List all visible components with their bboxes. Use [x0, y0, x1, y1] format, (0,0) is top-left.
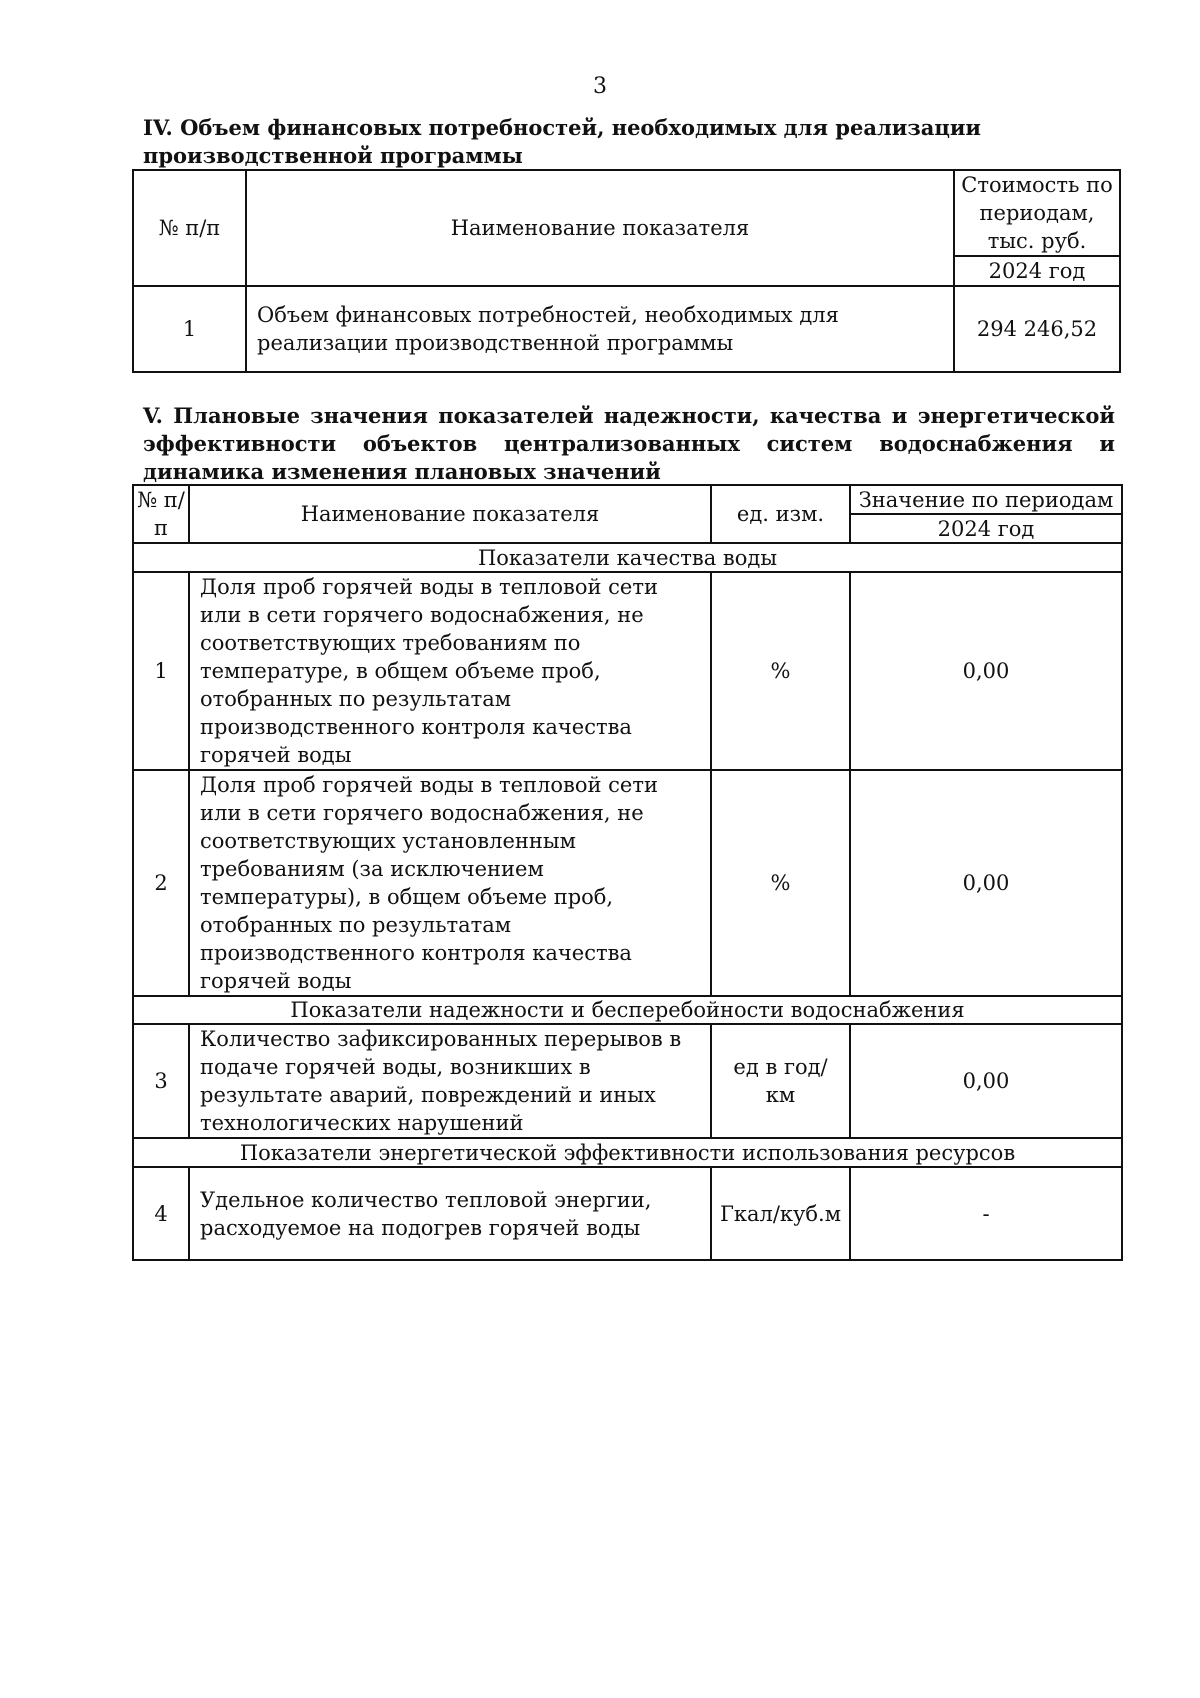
row-name: Доля проб горячей воды в тепловой сети или в сети горячего водоснабжения, не соответствующих установленным требованиям (за исключением температуры), в общем объеме проб, отобранных по результатам производственного контроля качества горячей воды — [189, 770, 711, 996]
row-value: - — [850, 1167, 1122, 1260]
header-num: № п/п — [133, 170, 246, 286]
table-row — [133, 286, 1120, 372]
row-name: Удельное количество тепловой энергии, расходуемое на подогрев горячей воды — [189, 1167, 711, 1260]
row-value: 0,00 — [850, 770, 1122, 996]
row-unit: Гкал/куб.м — [711, 1167, 850, 1260]
table-row — [133, 572, 1122, 770]
header-unit: ед. изм. — [711, 485, 850, 543]
group-energy: Показатели энергетической эффективности использования ресурсов — [133, 1138, 1122, 1167]
header-year: 2024 год — [850, 514, 1122, 543]
indicators-table — [132, 484, 1123, 1261]
financial-needs-table — [132, 169, 1121, 373]
header-value: Значение по периодам — [850, 485, 1122, 514]
section-iv-title: IV. Объем финансовых потребностей, необходимых для реализации производственной программы — [143, 115, 982, 168]
row-unit: ед в год/ км — [711, 1024, 850, 1138]
row-value: 294 246,52 — [954, 286, 1120, 372]
row-num: 2 — [133, 770, 189, 996]
row-num: 3 — [133, 1024, 189, 1138]
row-value: 0,00 — [850, 572, 1122, 770]
header-year: 2024 год — [954, 256, 1120, 286]
row-unit: % — [711, 572, 850, 770]
row-name: Количество зафиксированных перерывов в подаче горячей воды, возникших в результате аварий, повреждений и иных технологических нарушений — [189, 1024, 711, 1138]
header-name: Наименование показателя — [246, 170, 954, 286]
row-num: 1 — [133, 572, 189, 770]
row-num: 1 — [133, 286, 246, 372]
header-name: Наименование показателя — [189, 485, 711, 543]
group-reliability: Показатели надежности и бесперебойности водоснабжения — [133, 996, 1122, 1024]
table-row — [133, 770, 1122, 996]
table-row — [133, 1167, 1122, 1260]
row-name: Доля проб горячей воды в тепловой сети или в сети горячего водоснабжения, не соответствующих требованиям по температуре, в общем объеме проб, отобранных по результатам производственного контроля качества горячей воды — [189, 572, 711, 770]
page-number: 3 — [593, 74, 607, 99]
row-name: Объем финансовых потребностей, необходимых для реализации производственной программы — [246, 286, 954, 372]
row-num: 4 — [133, 1167, 189, 1260]
header-num: № п/п — [133, 485, 189, 543]
row-unit: % — [711, 770, 850, 996]
table-row — [133, 1024, 1122, 1138]
section-v-title: V. Плановые значения показателей надежности, качества и энергетической эффективности объектов централизованных систем водоснабжения и динамика изменения плановых значений — [143, 403, 1115, 484]
group-quality: Показатели качества воды — [133, 543, 1122, 572]
header-cost: Стоимость по периодам, тыс. руб. — [954, 170, 1120, 256]
row-value: 0,00 — [850, 1024, 1122, 1138]
